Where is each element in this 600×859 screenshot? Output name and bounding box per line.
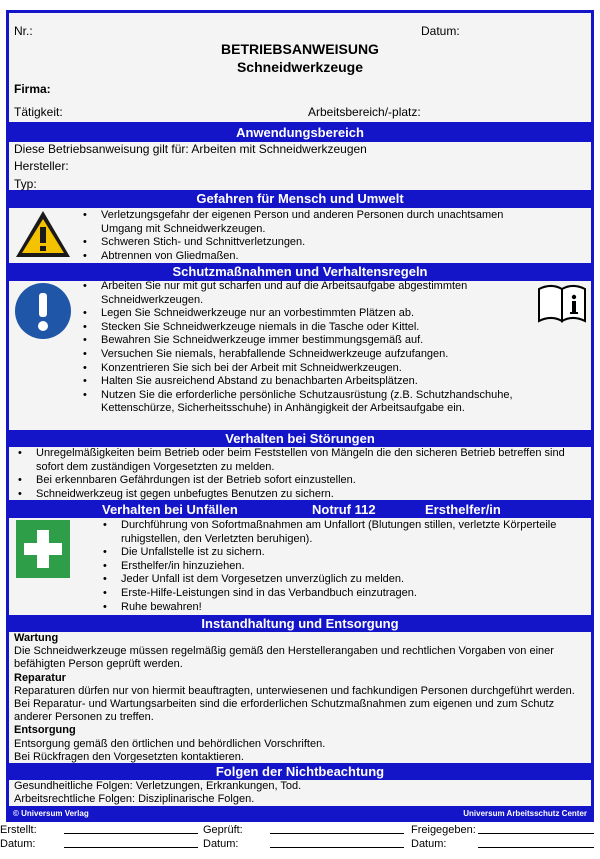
copyright-label: © Universum Verlag bbox=[13, 809, 89, 818]
stoerungen-list bbox=[36, 447, 586, 501]
datum-freigegeben-line bbox=[478, 847, 594, 848]
freigegeben-label: Freigegeben: bbox=[411, 824, 476, 836]
datum-geprueft-label: Datum: bbox=[203, 838, 239, 850]
folgen-line2: Arbeitsrechtliche Folgen: Disziplinarische Folgen. bbox=[14, 793, 255, 805]
unfaelle-item: • Ruhe bewahren! bbox=[121, 601, 581, 615]
gefahren-list bbox=[101, 209, 541, 263]
publisher-label: Universum Arbeitsschutz Center bbox=[463, 809, 587, 818]
taetigkeit-label: Tätigkeit: bbox=[14, 105, 63, 119]
mandatory-info-icon bbox=[14, 282, 72, 340]
unfaelle-item: • Durchführung von Sofortmaßnahmen am Unfallort (Blutungen stillen, verletzte Körperteile ruhigstellen, den Verletzten beruhigen). bbox=[121, 519, 581, 546]
notruf-label: Notruf 112 bbox=[312, 502, 376, 517]
datum-geprueft-line bbox=[270, 847, 404, 848]
arbeitsbereich-label: Arbeitsbereich/-platz: bbox=[308, 105, 421, 119]
unfaelle-item: • Die Unfallstelle ist zu sichern. bbox=[121, 546, 581, 560]
anwendungsbereich-heading: Anwendungsbereich bbox=[9, 125, 591, 140]
firma-label: Firma: bbox=[14, 82, 51, 96]
stoerungen-item: • Bei erkennbaren Gefährdungen ist der Betrieb sofort einzustellen. bbox=[36, 474, 586, 488]
manual-book-icon bbox=[537, 284, 587, 324]
unfaelle-list bbox=[121, 519, 581, 614]
datum-erstellt-line bbox=[64, 847, 198, 848]
entsorgung-title: Entsorgung bbox=[14, 724, 76, 736]
schutz-item: • Arbeiten Sie nur mit gut scharfen und auf die Arbeitsaufgabe abgestimmten Schneidwerkzeugen. bbox=[101, 280, 531, 307]
geprueft-label: Geprüft: bbox=[203, 824, 243, 836]
schutz-list bbox=[101, 280, 531, 416]
hersteller-label: Hersteller: bbox=[14, 159, 69, 173]
stoerungen-heading: Verhalten bei Störungen bbox=[9, 431, 591, 446]
document-title: BETRIEBSANWEISUNG bbox=[221, 41, 379, 57]
gefahren-item: • Abtrennen von Gliedmaßen. bbox=[101, 250, 541, 264]
erstellt-line bbox=[64, 833, 198, 834]
entsorgung-line2: Bei Rückfragen den Vorgesetzten kontaktieren. bbox=[14, 751, 244, 763]
entsorgung-line1: Entsorgung gemäß den örtlichen und behördlichen Vorschriften. bbox=[14, 738, 326, 750]
stoerungen-item: • Unregelmäßigkeiten beim Betrieb oder beim Feststellen von Mängeln die den sicheren Betrieb betreffen sind sofort dem zuständigen Vorgesetzten zu melden. bbox=[36, 447, 586, 474]
reparatur-text: Reparaturen dürfen nur von hiermit beauftragten, unterwiesenen und fachkundigen Personen durchgeführt werden. Bei Reparatur- und Wartungsarbeiten sind die erforderlichen Schutzmaßnahmen zum eigenen und zum Schutz anderer Personen zu treffen. bbox=[14, 685, 575, 723]
instandhaltung-heading: Instandhaltung und Entsorgung bbox=[9, 616, 591, 631]
schutz-item: • Versuchen Sie niemals, herabfallende Schneidwerkzeuge aufzufangen. bbox=[101, 348, 531, 362]
unfaelle-heading-bar bbox=[9, 502, 591, 517]
document-subtitle: Schneidwerkzeuge bbox=[236, 59, 364, 75]
gefahren-item: • Schweren Stich- und Schnittverletzungen. bbox=[101, 236, 541, 250]
anwendungsbereich-line: Diese Betriebsanweisung gilt für: Arbeiten mit Schneidwerkzeugen bbox=[14, 142, 367, 156]
schutz-item: • Halten Sie ausreichend Abstand zu benachbarten Arbeitsplätzen. bbox=[101, 375, 531, 389]
gefahren-heading: Gefahren für Mensch und Umwelt bbox=[9, 191, 591, 206]
unfaelle-item: • Jeder Unfall ist dem Vorgesetzen unverzüglich zu melden. bbox=[121, 573, 581, 587]
warning-triangle-icon bbox=[14, 208, 72, 260]
datum-erstellt-label: Datum: bbox=[0, 838, 36, 850]
wartung-text: Die Schneidwerkzeuge müssen regelmäßig gemäß den Herstellerangaben und rechtlichen Vorgaben von einer befähigten Person geprüft werden. bbox=[14, 645, 554, 670]
folgen-line1: Gesundheitliche Folgen: Verletzungen, Erkrankungen, Tod. bbox=[14, 780, 302, 792]
folgen-heading: Folgen der Nichtbeachtung bbox=[9, 764, 591, 779]
unfaelle-item: • Erste-Hilfe-Leistungen sind in das Verbandbuch einzutragen. bbox=[121, 587, 581, 601]
first-aid-cross-icon bbox=[16, 520, 70, 578]
reparatur-title: Reparatur bbox=[14, 672, 66, 684]
wartung-title: Wartung bbox=[14, 632, 59, 644]
schutz-item: • Legen Sie Schneidwerkzeuge nur an vorbestimmten Plätzen ab. bbox=[101, 307, 531, 321]
unfaelle-heading: Verhalten bei Unfällen bbox=[102, 502, 238, 517]
datum-label: Datum: bbox=[421, 24, 460, 38]
schutz-heading: Schutzmaßnahmen und Verhaltensregeln bbox=[9, 264, 591, 279]
footer-bar bbox=[9, 807, 591, 820]
nr-label: Nr.: bbox=[14, 24, 33, 38]
schutz-item: • Bewahren Sie Schneidwerkzeuge immer bestimmungsgemäß auf. bbox=[101, 334, 531, 348]
freigegeben-line bbox=[478, 833, 594, 834]
schutz-item: • Nutzen Sie die erforderliche persönliche Schutzausrüstung (z.B. Schutzhandschuhe, Kettenschürze, Sicherheitsschuhe) in Anhängigkeit der Arbeitsaufgabe ein. bbox=[101, 389, 531, 416]
geprueft-line bbox=[270, 833, 404, 834]
erstellt-label: Erstellt: bbox=[0, 824, 37, 836]
schutz-item: • Stecken Sie Schneidwerkzeuge niemals in die Tasche oder Kittel. bbox=[101, 321, 531, 335]
stoerungen-item: • Schneidwerkzeug ist gegen unbefugtes Benutzen zu sichern. bbox=[36, 488, 586, 502]
schutz-item: • Konzentrieren Sie sich bei der Arbeit mit Schneidwerkzeugen. bbox=[101, 362, 531, 376]
gefahren-item: • Verletzungsgefahr der eigenen Person und anderen Personen durch unachtsamen Umgang mit Schneidwerkzeugen. bbox=[101, 209, 541, 236]
unfaelle-item: • Ersthelfer/in hinzuziehen. bbox=[121, 560, 581, 574]
ersthelfer-label: Ersthelfer/in bbox=[425, 502, 501, 517]
datum-freigegeben-label: Datum: bbox=[411, 838, 447, 850]
typ-label: Typ: bbox=[14, 177, 37, 191]
